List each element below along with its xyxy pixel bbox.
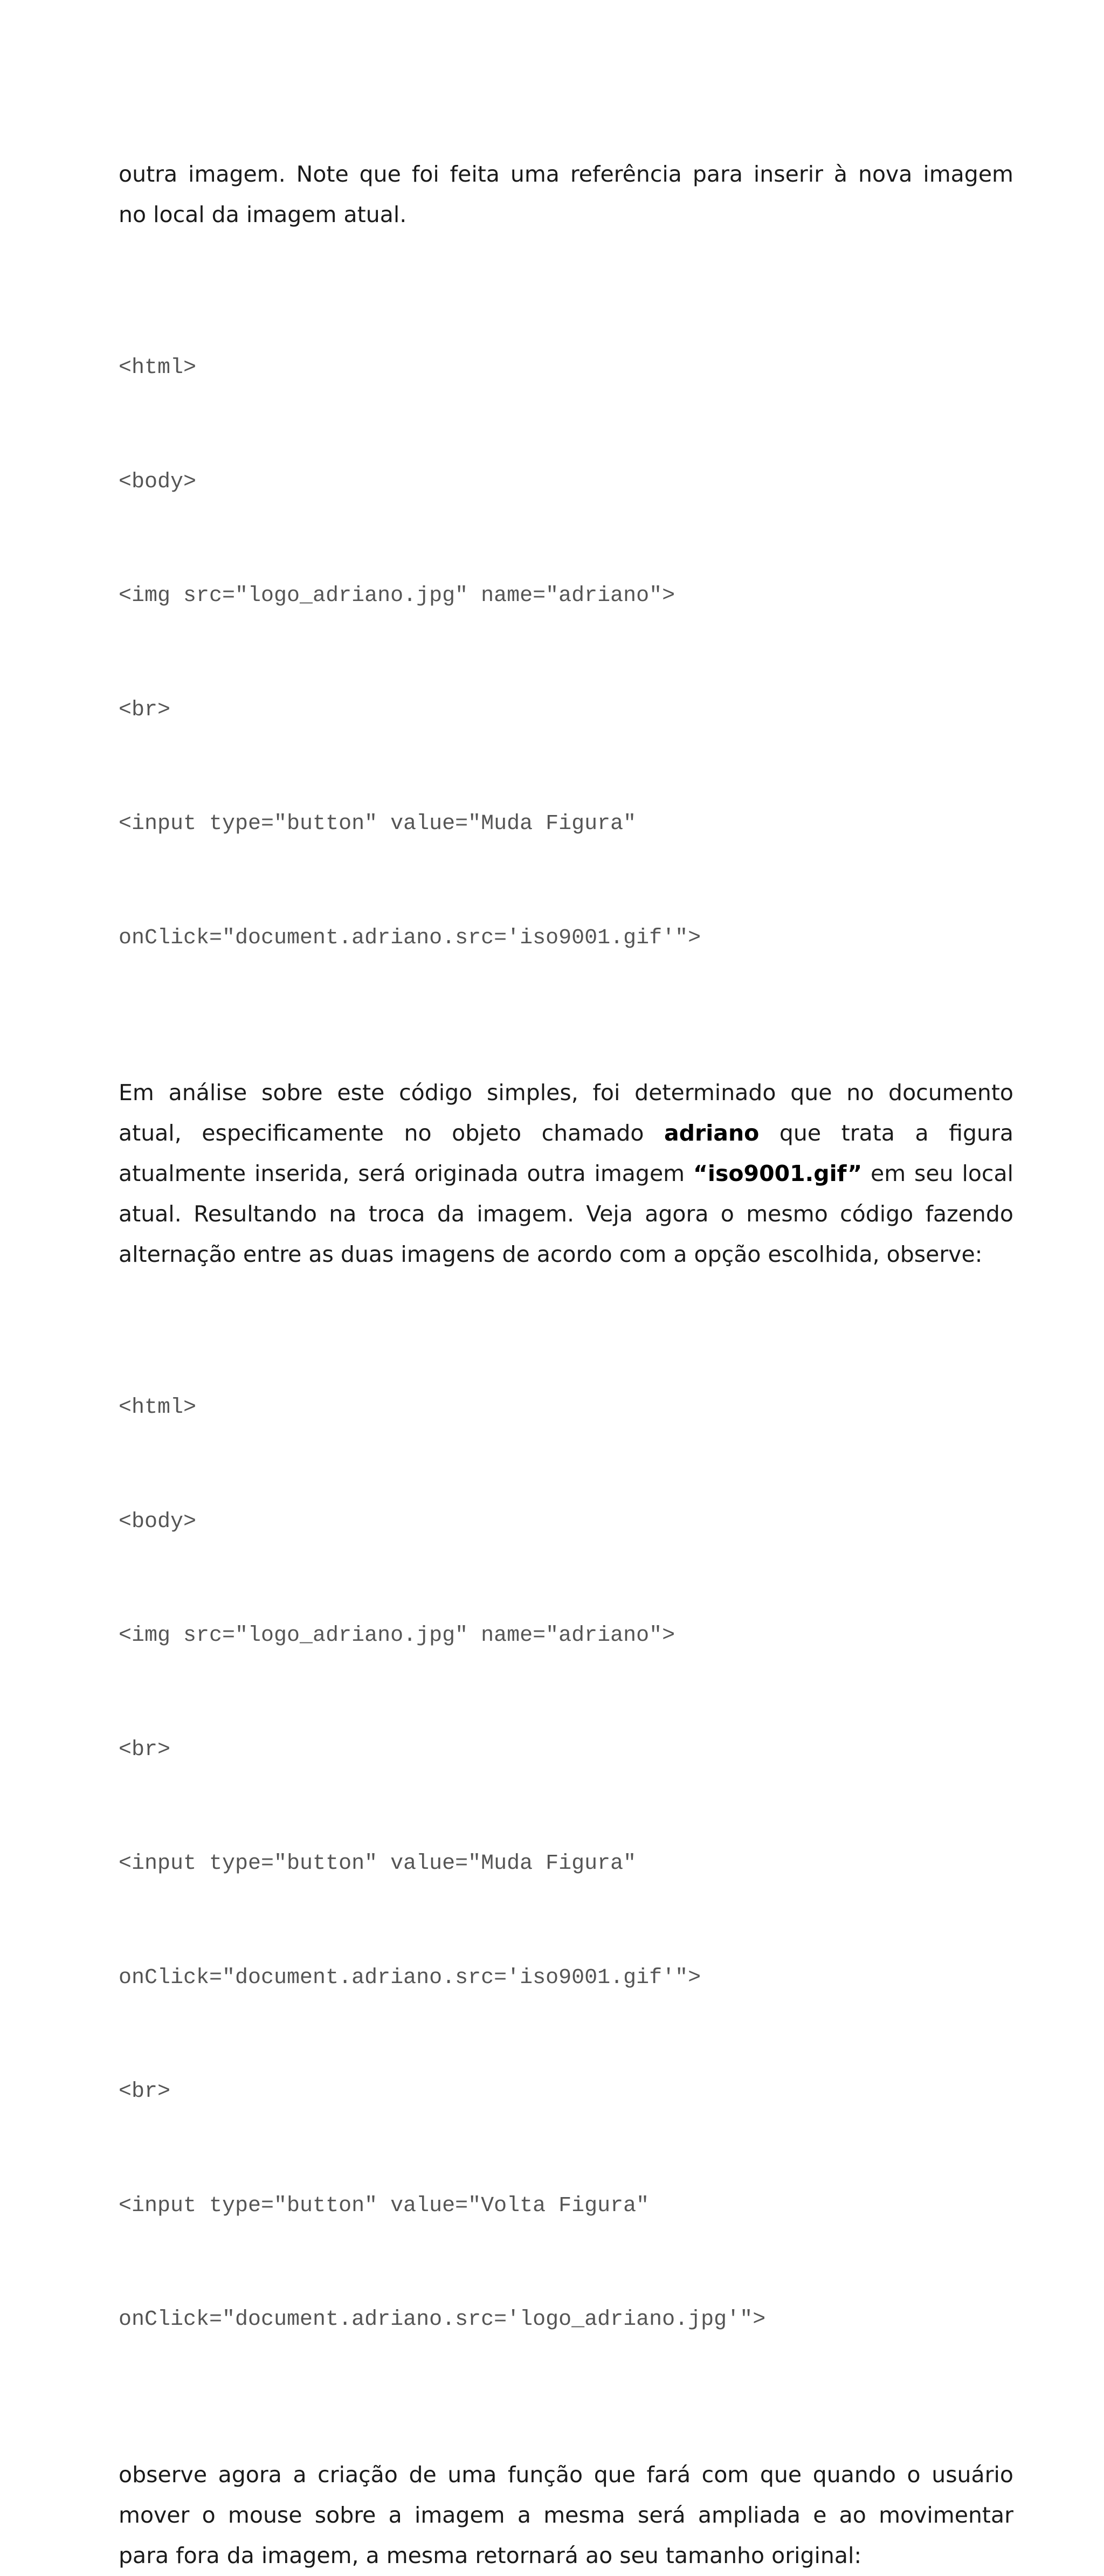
code-line: <html>	[119, 1396, 197, 1420]
code-line: <br>	[119, 1737, 171, 1762]
code-line: onClick="document.adriano.src='logo_adriano.jpg'">	[119, 2308, 766, 2332]
text-segment: que trata a figura	[779, 1120, 1013, 1146]
text-line: para fora da imagem, a mesma retornará ao seu tamanho original:	[119, 2542, 862, 2568]
bold-file-name: “iso9001.gif”	[693, 1161, 862, 1186]
text-line: observe agora a criação de uma função que fará com que quando o usuário	[119, 2461, 1013, 2488]
code-line: <br>	[119, 697, 171, 722]
text-segment: em seu local	[871, 1161, 1013, 1186]
text-line: mover o mouse sobre a imagem a mesma será ampliada e ao movimentar	[119, 2502, 1013, 2528]
code-line: <img src="logo_adriano.jpg" name="adriano">	[119, 1624, 675, 1648]
code-line: <body>	[119, 469, 197, 494]
code-line: <br>	[119, 2080, 171, 2104]
code-line: <body>	[119, 1509, 197, 1534]
spacer	[119, 235, 1013, 273]
text-line: atual. Resultando na troca da imagem. Veja agora o mesmo código fazendo	[119, 1201, 1013, 1227]
text-line: outra imagem. Note que foi feita uma referência para inserir à nova imagem	[119, 161, 1013, 187]
code-line: <img src="logo_adriano.jpg" name="adriano">	[119, 584, 675, 608]
text-line: alternação entre as duas imagens de acordo com a opção escolhida, observe:	[119, 1241, 983, 1267]
text-segment: atualmente inserida, será originada outra imagem	[119, 1161, 685, 1186]
text-line	[119, 1154, 1013, 1194]
paragraph-intro	[119, 154, 1013, 235]
bold-object-name: adriano	[664, 1120, 760, 1146]
text-line: Em análise sobre este código simples, foi determinado que no documento	[119, 1080, 1013, 1106]
paragraph-analysis	[119, 1073, 1013, 1275]
code-line: <input type="button" value="Muda Figura"	[119, 812, 637, 836]
paragraph-function	[119, 2455, 1013, 2576]
document-body	[119, 154, 1013, 2576]
spacer	[119, 1033, 1013, 1073]
code-line: <html>	[119, 356, 197, 380]
spacer	[119, 1275, 1013, 1313]
text-line	[119, 1113, 1013, 1154]
code-block-1	[119, 273, 1013, 1033]
code-line: onClick="document.adriano.src='iso9001.gif'">	[119, 1965, 701, 1990]
text-segment: atual, especificamente no objeto chamado	[119, 1120, 644, 1146]
text-line: no local da imagem atual.	[119, 202, 407, 227]
code-block-2	[119, 1313, 1013, 2415]
spacer	[119, 2415, 1013, 2455]
code-line: <input type="button" value="Volta Figura"	[119, 2193, 650, 2218]
code-line: <input type="button" value="Muda Figura"	[119, 1852, 637, 1876]
code-line: onClick="document.adriano.src='iso9001.gif'">	[119, 926, 701, 950]
